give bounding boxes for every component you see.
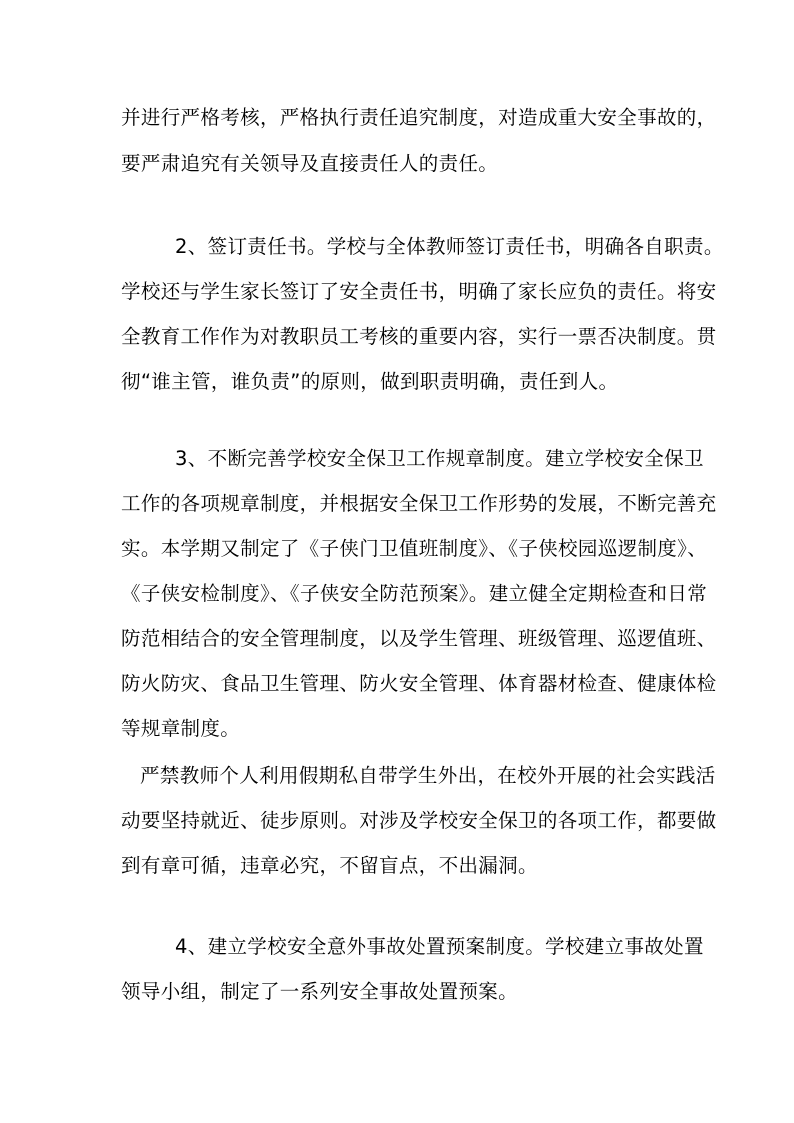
paragraph-line: 到有章可循，违章必究，不留盲点，不出漏洞。 [121,854,538,877]
paragraph-line: 要严肃追究有关领导及直接责任人的责任。 [121,152,499,175]
paragraph-line: 领导小组，制定了一系列安全事故处置预案。 [121,980,519,1003]
paragraph-line: 防火防灾、食品卫生管理、防火安全管理、体育器材检查、健康体检 [121,672,717,695]
paragraph-line: 并进行严格考核，严格执行责任追究制度，对造成重大安全事故的， [121,106,717,129]
paragraph-line: 彻“谁主管，谁负责”的原则，做到职责明确，责任到人。 [121,370,619,393]
paragraph-line: 实。本学期又制定了《子侠门卫值班制度》、《子侠校园巡逻制度》、 [121,537,708,560]
paragraph-line: 动要坚持就近、徒步原则。对涉及学校安全保卫的各项工作，都要做 [121,809,717,832]
item-4-heading-line: 4、建立学校安全意外事故处置预案制度。学校建立事故处置 [175,935,704,958]
paragraph-line: 防范相结合的安全管理制度，以及学生管理、班级管理、巡逻值班、 [121,627,717,650]
paragraph-line: 学校还与学生家长签订了安全责任书，明确了家长应负的责任。将安 [121,280,717,303]
paragraph-line: 严禁教师个人利用假期私自带学生外出，在校外开展的社会实践活 [140,764,716,787]
item-3-heading-line: 3、不断完善学校安全保卫工作规章制度。建立学校安全保卫 [175,447,704,470]
paragraph-line: 工作的各项规章制度，并根据安全保卫工作形势的发展，不断完善充 [121,492,717,515]
item-2-heading-line: 2、签订责任书。学校与全体教师签订责任书，明确各自职责。 [175,235,724,258]
paragraph-line: 等规章制度。 [121,717,241,740]
paragraph-line: 《子侠安检制度》、《子侠安全防范预案》。建立健全定期检查和日常 [121,582,708,605]
paragraph-line: 全教育工作作为对教职员工考核的重要内容，实行一票否决制度。贯 [121,325,717,348]
